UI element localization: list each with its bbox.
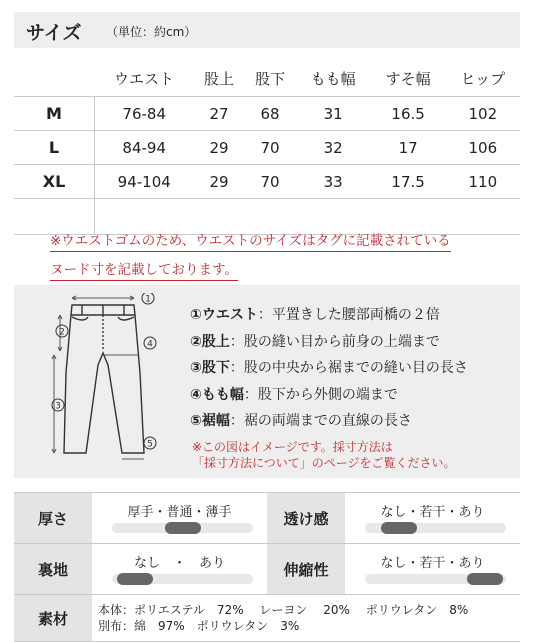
measure-num: ③ <box>190 360 202 376</box>
measure-desc: ：股の縫い目から前身の上端まで <box>229 333 440 350</box>
table-cell: 70 <box>245 131 296 165</box>
feature-options: なし ・ あり <box>133 556 225 571</box>
scale-marker <box>165 522 201 534</box>
size-table <box>14 60 520 235</box>
measure-desc: ：股下から外側の端まで <box>243 386 398 403</box>
diagram-marker: 4 <box>147 339 153 350</box>
table-cell: 16.5 <box>371 97 446 131</box>
table-cell: 27 <box>193 97 244 131</box>
list-item <box>190 382 468 409</box>
feature-label: 透け感 <box>267 493 345 544</box>
table-row <box>14 97 520 131</box>
measurement-guide <box>14 285 520 478</box>
measure-desc: ：股の中央から裾までの縫い目の長さ <box>229 360 468 376</box>
size-label: L <box>14 131 95 165</box>
table-cell: 94-104 <box>95 165 194 199</box>
table-cell: 17.5 <box>371 165 446 199</box>
measure-desc: ：裾の両端までの直線の長さ <box>229 413 412 429</box>
col-header: ヒップ <box>460 69 506 88</box>
feature-options: なし・若干・あり <box>380 505 485 520</box>
col-header: ウエスト <box>113 69 174 88</box>
measure-num: ① <box>190 307 202 323</box>
feature-table <box>14 492 520 642</box>
measure-name: 股下 <box>201 360 230 376</box>
table-cell: 29 <box>193 131 244 165</box>
scale-marker <box>467 573 503 585</box>
table-cell: 70 <box>245 165 296 199</box>
caution-note <box>192 439 456 471</box>
lining-scale <box>92 544 267 595</box>
table-cell: 17 <box>371 131 446 165</box>
col-header: 股下 <box>255 69 286 88</box>
table-cell: 33 <box>296 165 371 199</box>
caution-line: 「採寸方法について」のページをご覧ください。 <box>192 456 456 470</box>
diagram-marker: 2 <box>59 327 65 338</box>
table-cell: 110 <box>446 165 520 199</box>
measure-name: ウエスト <box>201 307 258 323</box>
table-row <box>14 544 520 595</box>
transparency-scale <box>345 493 520 544</box>
pants-diagram-icon <box>42 293 172 471</box>
table-cell: 32 <box>296 131 371 165</box>
diagram-marker: 3 <box>55 401 61 412</box>
size-header <box>14 12 520 48</box>
measure-name: もも幅 <box>201 386 244 403</box>
diagram-marker: 5 <box>147 439 153 450</box>
col-header: 股上 <box>203 69 234 88</box>
feature-label: 裏地 <box>14 544 92 595</box>
table-cell: 29 <box>193 165 244 199</box>
col-header: すそ幅 <box>385 69 431 88</box>
measure-name: 股上 <box>201 333 230 350</box>
caution-line: ※この図はイメージです。採寸方法は <box>192 440 393 454</box>
measure-num: ④ <box>190 386 202 403</box>
measure-num: ② <box>190 333 202 350</box>
list-item <box>190 329 468 356</box>
material-line: 別布：綿 97% ポリウレタン 3% <box>98 619 300 633</box>
feature-label: 厚さ <box>14 493 92 544</box>
feature-options: 厚手・普通・薄手 <box>127 505 232 520</box>
table-row <box>14 595 520 642</box>
list-item <box>190 302 468 329</box>
stretch-scale <box>345 544 520 595</box>
measure-desc: ：平置きした腰部両橋の２倍 <box>257 307 440 323</box>
material-line: 本体：ポリエステル 72% レーヨン 20% ポリウレタン 8% <box>98 603 469 617</box>
unit-label: （単位：約cm） <box>106 25 197 39</box>
measurement-list <box>190 302 468 435</box>
list-item <box>190 355 468 382</box>
table-row <box>14 131 520 165</box>
feature-options: なし・若干・あり <box>380 556 485 571</box>
table-cell: 84-94 <box>95 131 194 165</box>
measure-num: ⑤ <box>190 413 202 429</box>
scale-marker <box>381 522 417 534</box>
feature-label: 素材 <box>14 595 92 642</box>
feature-label: 伸縮性 <box>267 544 345 595</box>
measure-name: 裾幅 <box>201 413 230 429</box>
size-table-header <box>14 60 520 97</box>
waist-note: ※ウエストゴムのため、ウエストのサイズはタグに記載されている <box>50 229 451 252</box>
table-cell: 68 <box>245 97 296 131</box>
scale-marker <box>117 573 153 585</box>
table-cell: 31 <box>296 97 371 131</box>
diagram-marker: 1 <box>145 294 151 305</box>
size-title: サイズ <box>26 22 82 44</box>
material-info <box>92 595 520 642</box>
list-item <box>190 408 468 435</box>
table-row <box>14 165 520 199</box>
thickness-scale <box>92 493 267 544</box>
table-cell: 76-84 <box>95 97 194 131</box>
table-cell: 106 <box>446 131 520 165</box>
size-label: XL <box>14 165 95 199</box>
size-label: M <box>14 97 95 131</box>
table-cell: 102 <box>446 97 520 131</box>
table-row <box>14 493 520 544</box>
waist-note-continued: ヌード寸を記載しております。 <box>50 258 238 281</box>
col-header: もも幅 <box>310 69 356 88</box>
